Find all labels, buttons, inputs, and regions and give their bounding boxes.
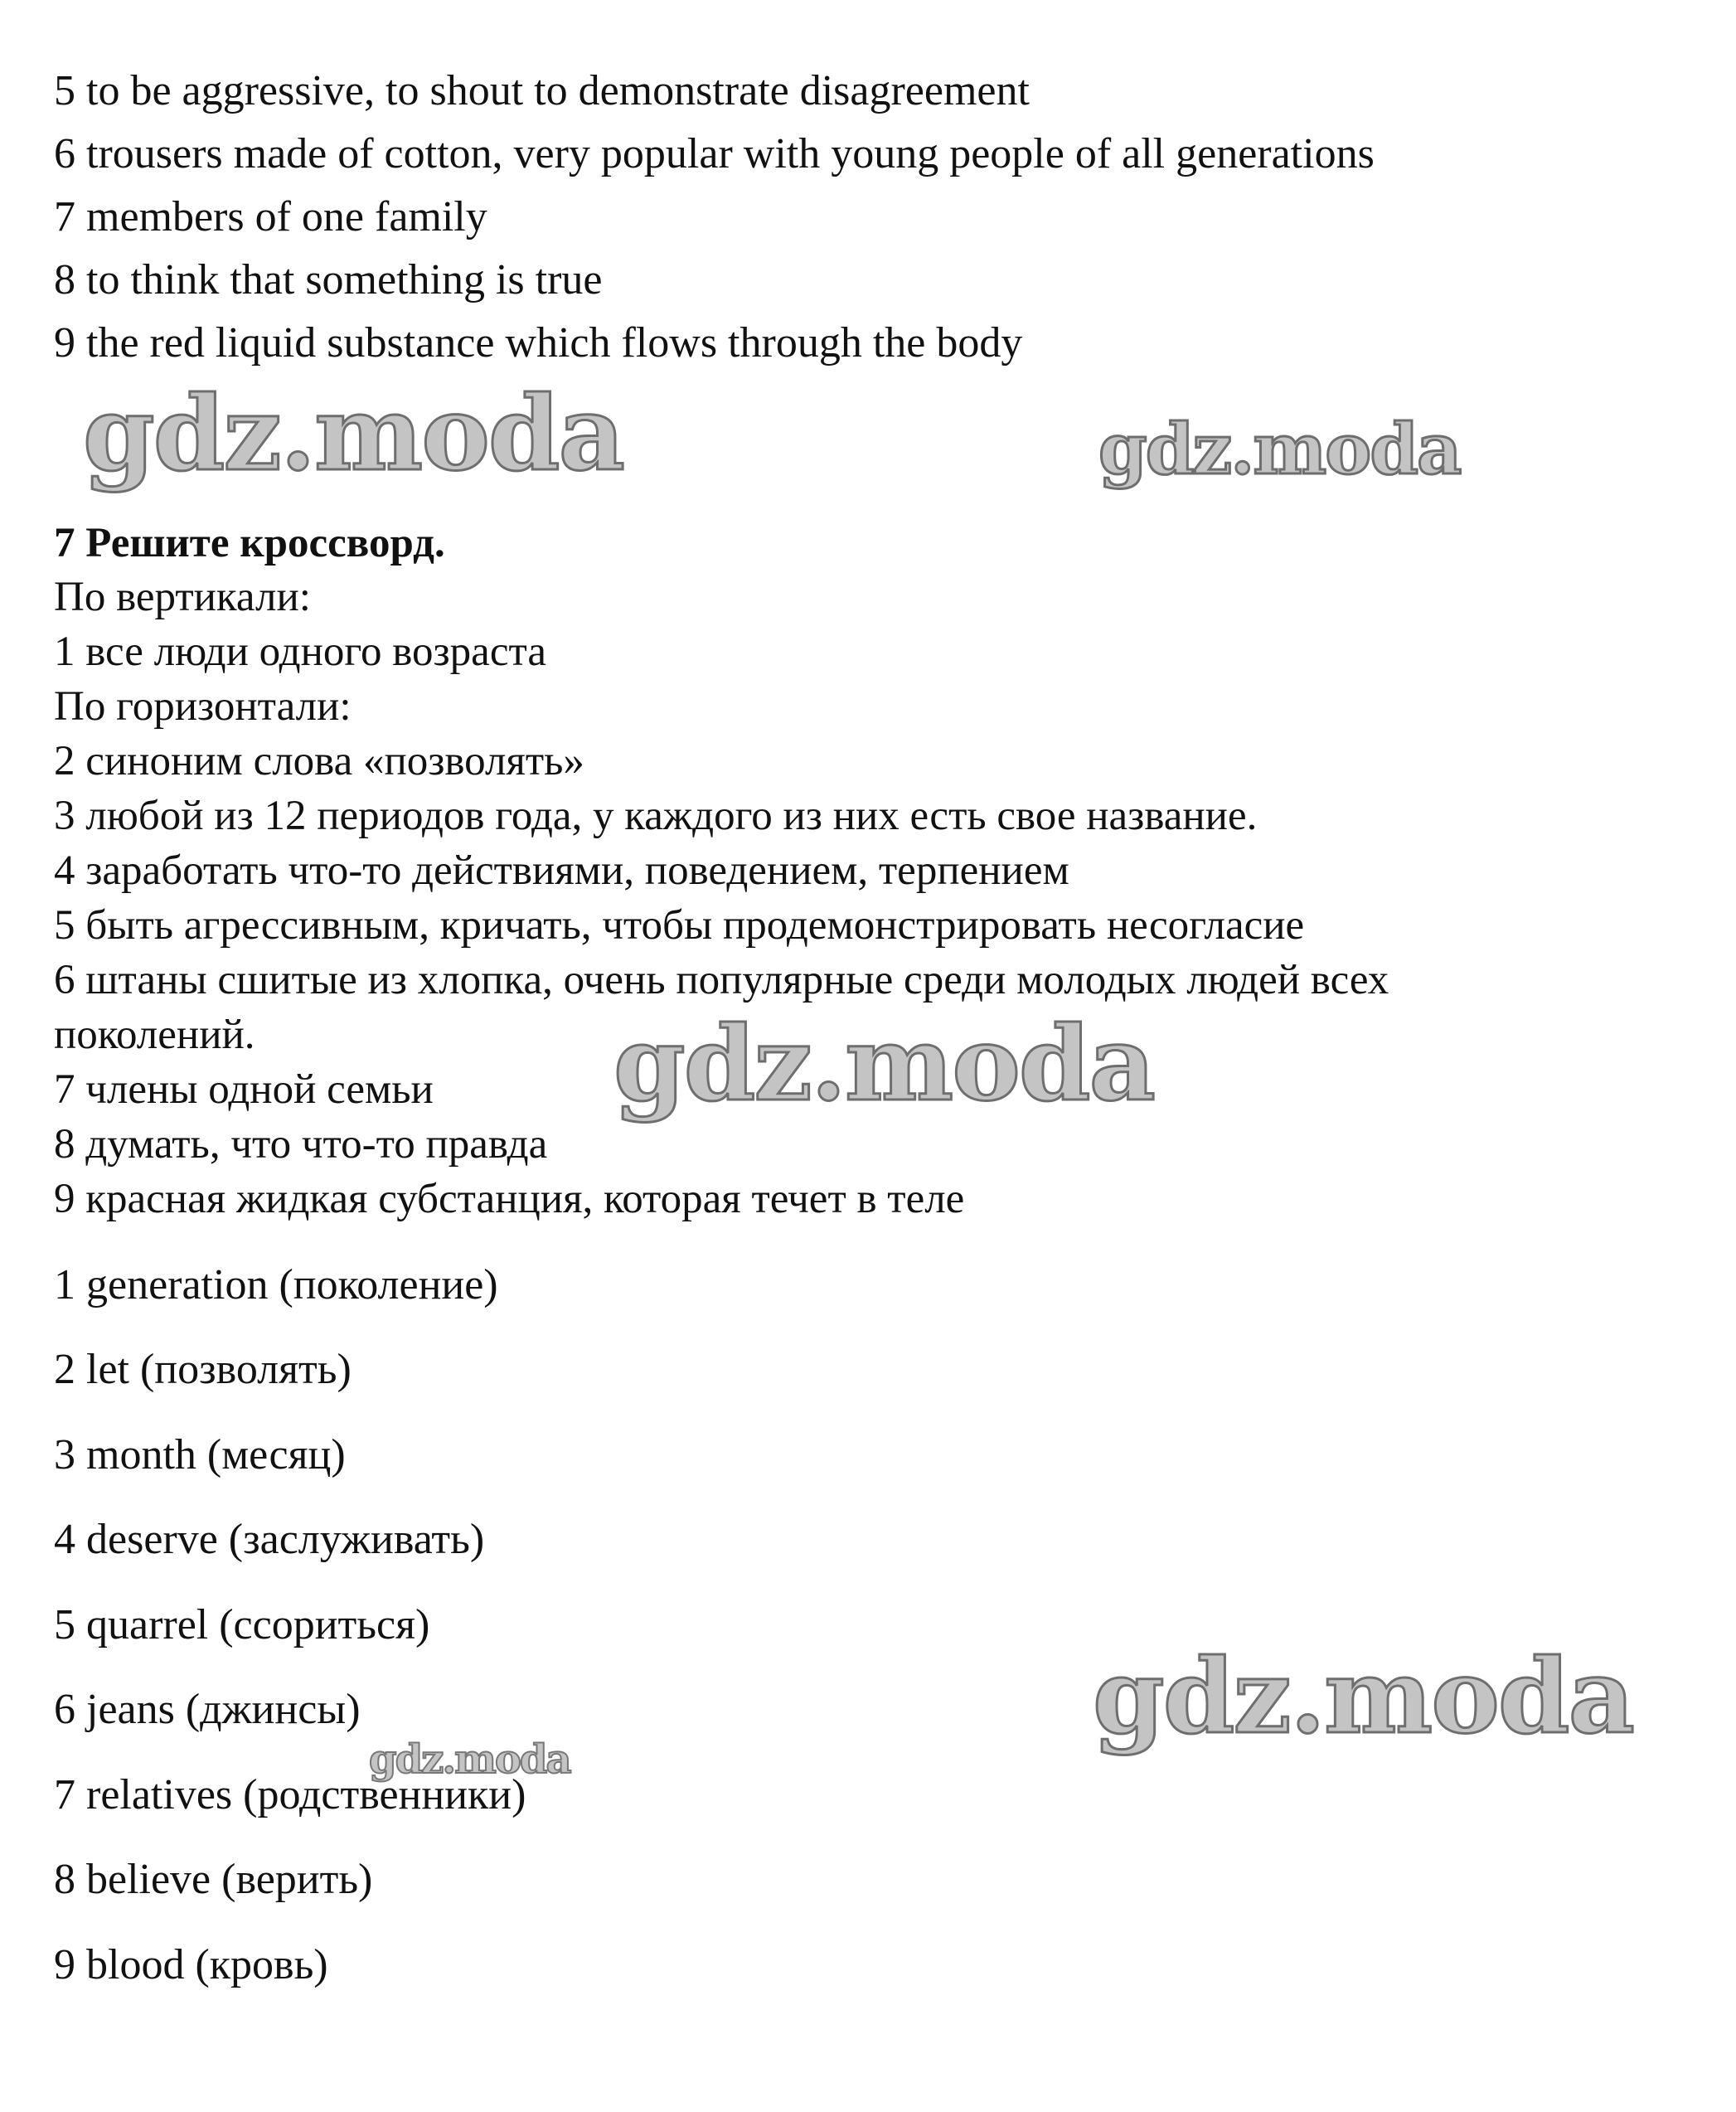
definition-line: 9 the red liquid substance which flows through the body: [54, 319, 1023, 367]
horizontal-clue: поколений.: [54, 1012, 255, 1058]
definition-line: 8 to think that something is true: [54, 256, 603, 303]
answer-line: 1 generation (поколение): [54, 1261, 498, 1308]
answer-line: 3 month (месяц): [54, 1431, 346, 1478]
definition-line: 5 to be aggressive, to shout to demonstrate disagreement: [54, 67, 1030, 114]
horizontal-clue: 2 синоним слова «позволять»: [54, 738, 584, 784]
definition-line: 7 members of one family: [54, 193, 487, 240]
task-heading: 7 Решите кроссворд.: [54, 520, 445, 566]
horizontal-clue: 5 быть агрессивным, кричать, чтобы продемонстрировать несогласие: [54, 902, 1305, 949]
watermark-logo: gdz.moda: [83, 374, 623, 494]
horizontal-clue: 6 штаны сшитые из хлопка, очень популярные среди молодых людей всех: [54, 957, 1389, 1003]
vertical-clue: 1 все люди одного возраста: [54, 629, 546, 675]
horizontal-clue: 8 думать, что что-то правда: [54, 1121, 548, 1168]
vertical-label: По вертикали:: [54, 574, 311, 620]
answer-line: 2 let (позволять): [54, 1346, 352, 1393]
answer-line: 9 blood (кровь): [54, 1941, 328, 1988]
definition-line: 6 trousers made of cotton, very popular with young people of all generations: [54, 130, 1375, 177]
watermark-logo: gdz.moda: [1093, 1637, 1633, 1757]
horizontal-clue: 4 заработать что-то действиями, поведением, терпением: [54, 847, 1069, 894]
watermark-logo: gdz.moda: [369, 1736, 570, 1783]
answer-line: 6 jeans (джинсы): [54, 1686, 361, 1733]
watermark-logo: gdz.moda: [1098, 408, 1461, 490]
horizontal-label: По горизонтали:: [54, 683, 352, 730]
answer-line: 5 quarrel (ссориться): [54, 1601, 430, 1648]
horizontal-clue: 3 любой из 12 периодов года, у каждого из них есть свое название.: [54, 793, 1258, 839]
horizontal-clue: 9 красная жидкая субстанция, которая течет в теле: [54, 1176, 965, 1222]
answer-line: 4 deserve (заслуживать): [54, 1516, 485, 1563]
answer-line: 8 believe (верить): [54, 1856, 373, 1903]
watermark-logo: gdz.moda: [613, 1004, 1154, 1124]
horizontal-clue: 7 члены одной семьи: [54, 1066, 434, 1113]
answer-line: 7 relatives (родственники): [54, 1771, 526, 1818]
